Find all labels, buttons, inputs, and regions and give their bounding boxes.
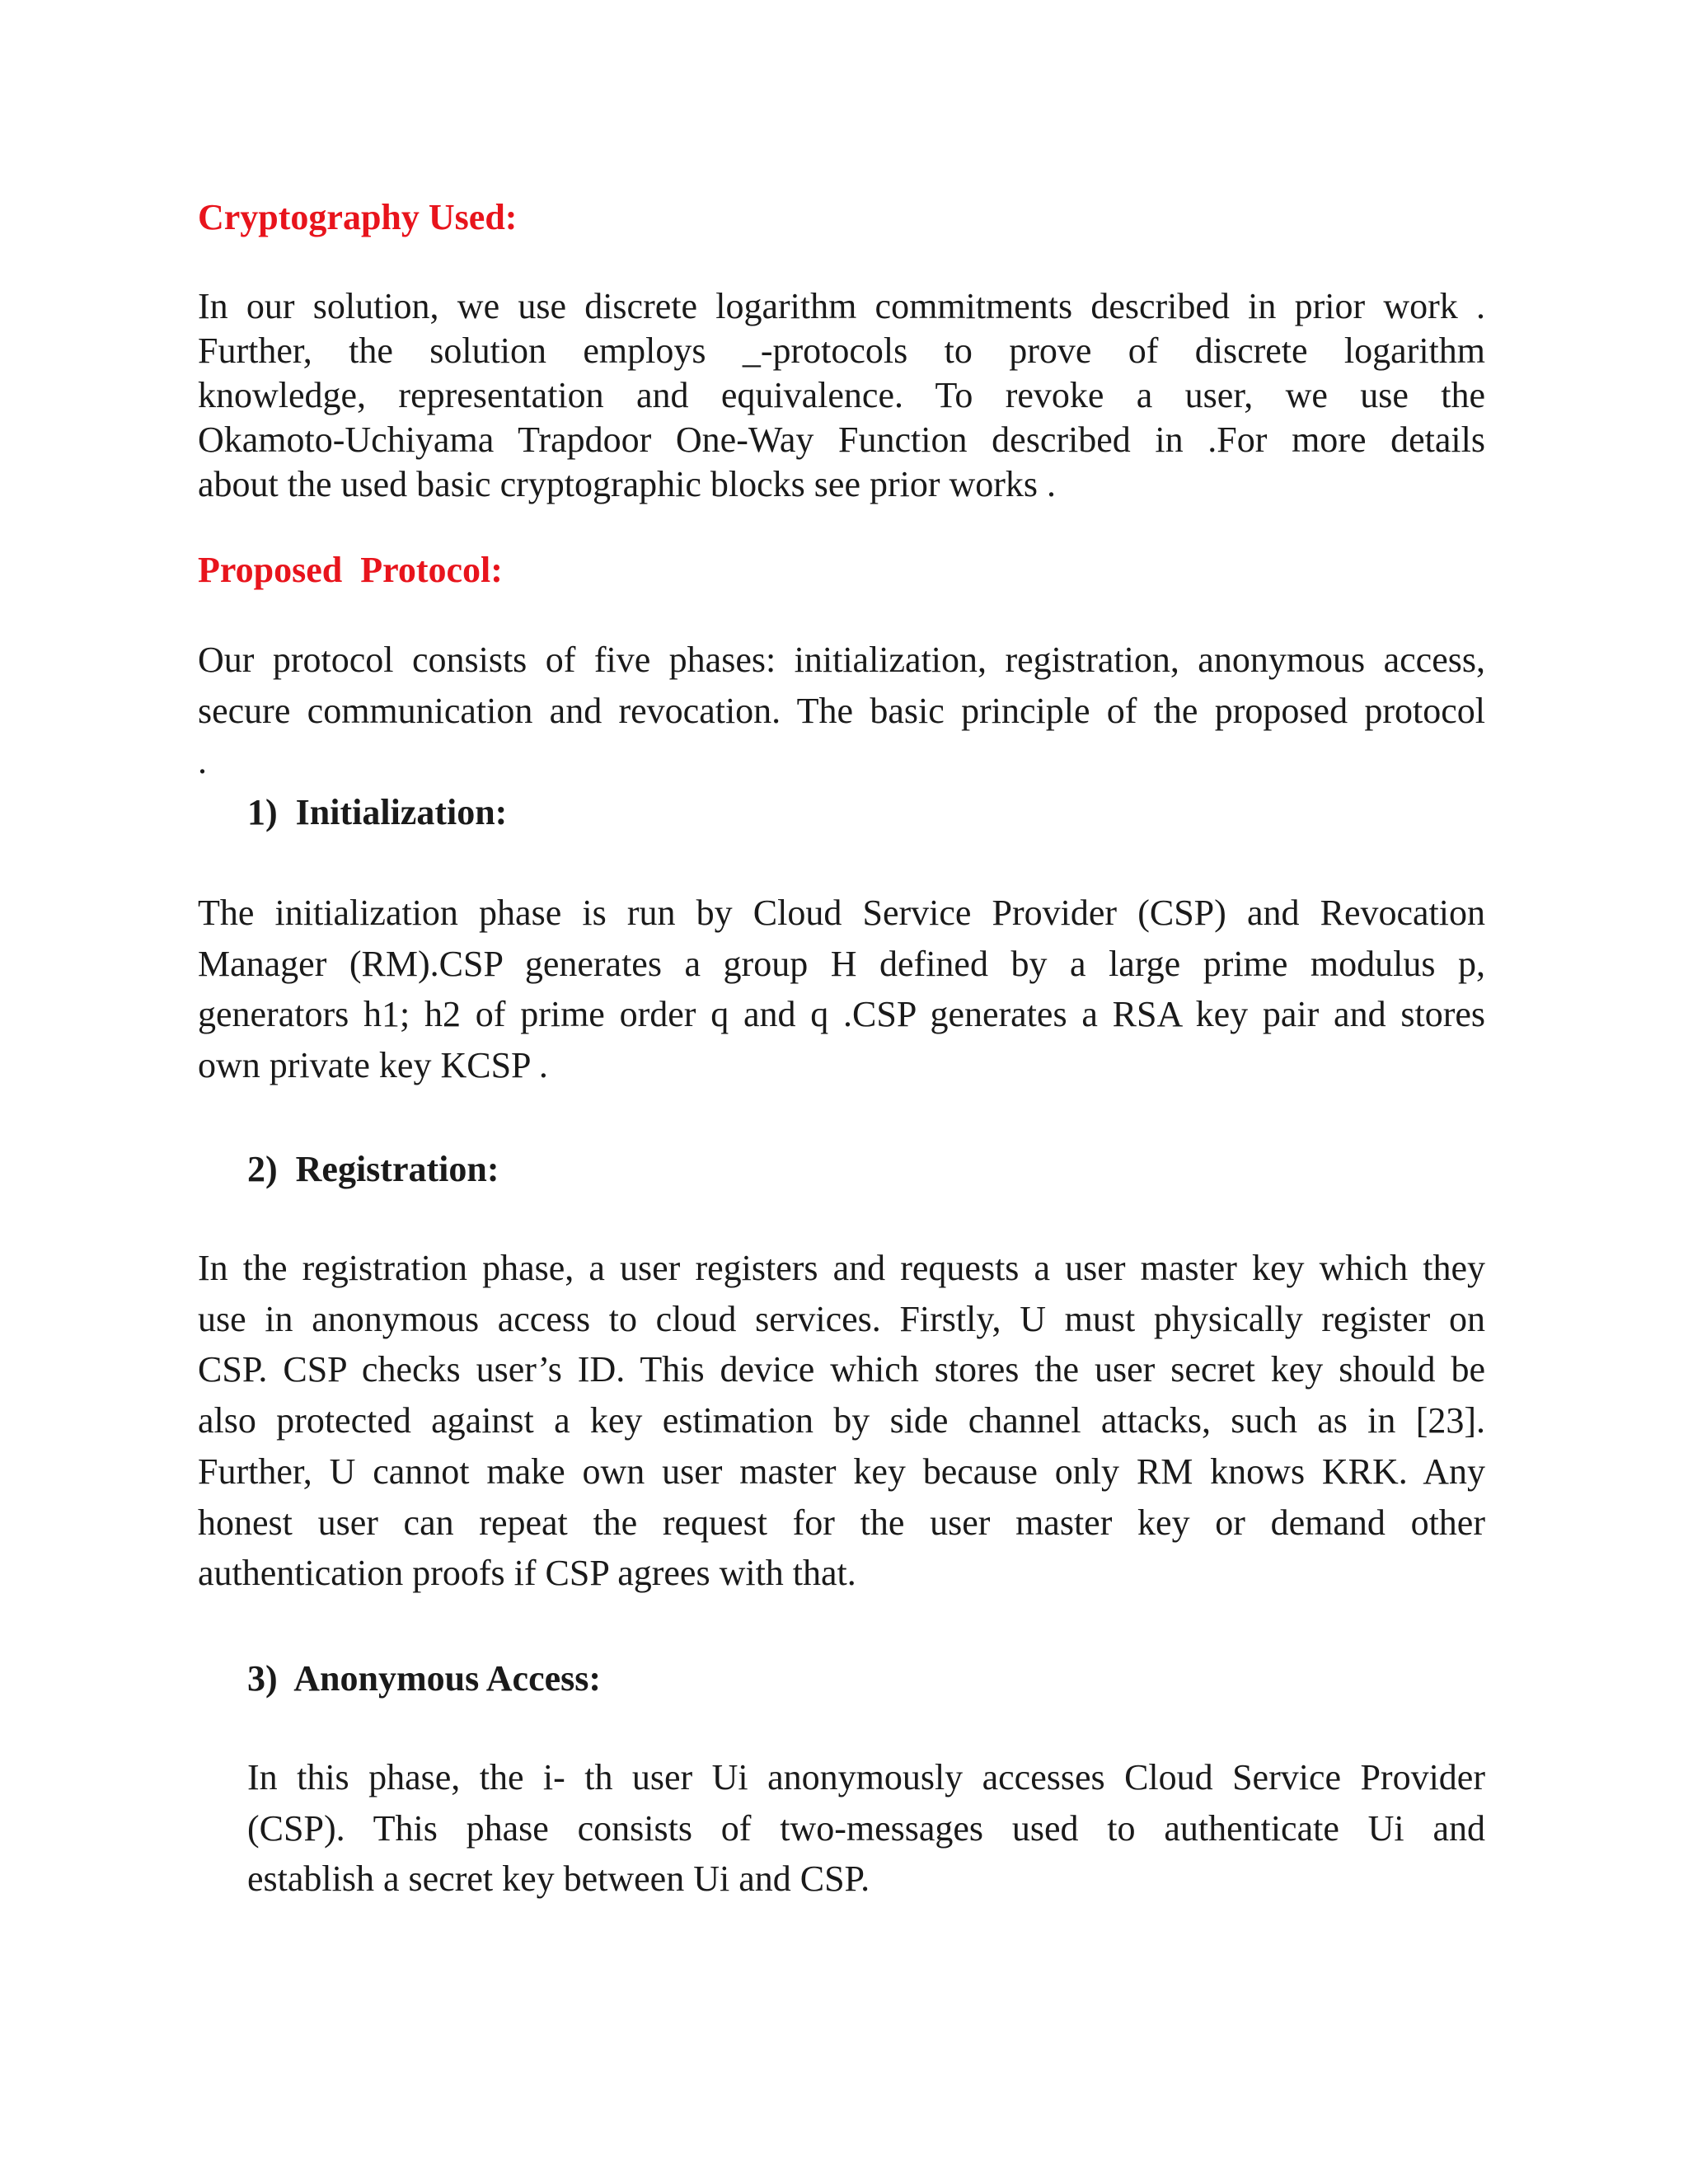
paragraph-line: In the registration phase, a user registers and requests a user master key which they <box>198 1248 1485 1288</box>
protocol-paragraph <box>198 635 1485 787</box>
paragraph-line: generators h1; h2 of prime order q and q .CSP generates a RSA key pair and stores <box>198 994 1485 1035</box>
paragraph-line: also protected against a key estimation by side channel attacks, such as in [23]. <box>198 1400 1485 1441</box>
paragraph-line: In our solution, we use discrete logarithm commitments described in prior work . <box>198 286 1485 326</box>
paragraph-line: The initialization phase is run by Cloud Service Provider (CSP) and Revocation <box>198 893 1485 933</box>
initialization-paragraph <box>198 888 1485 1091</box>
paragraph-line: CSP. CSP checks user’s ID. This device which stores the user secret key should be <box>198 1349 1485 1390</box>
paragraph-line: . <box>198 741 207 782</box>
paragraph-line: use in anonymous access to cloud services. Firstly, U must physically register on <box>198 1298 1485 1339</box>
paragraph-line: own private key KCSP . <box>198 1045 548 1086</box>
paragraph-line: establish a secret key between Ui and CSP. <box>247 1858 870 1900</box>
paragraph-line: (CSP). This phase consists of two-messages used to authenticate Ui and <box>247 1807 1485 1849</box>
paragraph-line: Okamoto-Uchiyama Trapdoor One-Way Function described in .For more details <box>198 419 1485 460</box>
anonymous-access-paragraph <box>247 1752 1485 1905</box>
paragraph-line: Further, the solution employs _-protocols to prove of discrete logarithm <box>198 330 1485 371</box>
registration-paragraph <box>198 1243 1485 1599</box>
initialization-heading: 1) Initialization: <box>247 792 508 832</box>
paragraph-line: Further, U cannot make own user master key because only RM knows KRK. Any <box>198 1451 1485 1492</box>
paragraph-line: In this phase, the i- th user Ui anonymously accesses Cloud Service Provider <box>247 1757 1485 1797</box>
paragraph-line: honest user can repeat the request for the user master key or demand other <box>198 1502 1485 1543</box>
paragraph-line: about the used basic cryptographic blocks see prior works . <box>198 464 1057 504</box>
registration-heading: 2) Registration: <box>247 1149 499 1189</box>
cryptography-paragraph <box>198 284 1485 507</box>
paragraph-line: Manager (RM).CSP generates a group H defined by a large prime modulus p, <box>198 943 1485 984</box>
paragraph-line: Our protocol consists of five phases: initialization, registration, anonymous access, <box>198 640 1485 680</box>
anonymous-access-heading: 3) Anonymous Access: <box>247 1658 602 1699</box>
protocol-heading: Proposed Protocol: <box>198 550 503 590</box>
paragraph-line: secure communication and revocation. The basic principle of the proposed protocol <box>198 690 1485 731</box>
paragraph-line: authentication proofs if CSP agrees with that. <box>198 1553 856 1594</box>
paragraph-line: knowledge, representation and equivalence. To revoke a user, we use the <box>198 375 1485 415</box>
cryptography-heading: Cryptography Used: <box>198 197 518 237</box>
